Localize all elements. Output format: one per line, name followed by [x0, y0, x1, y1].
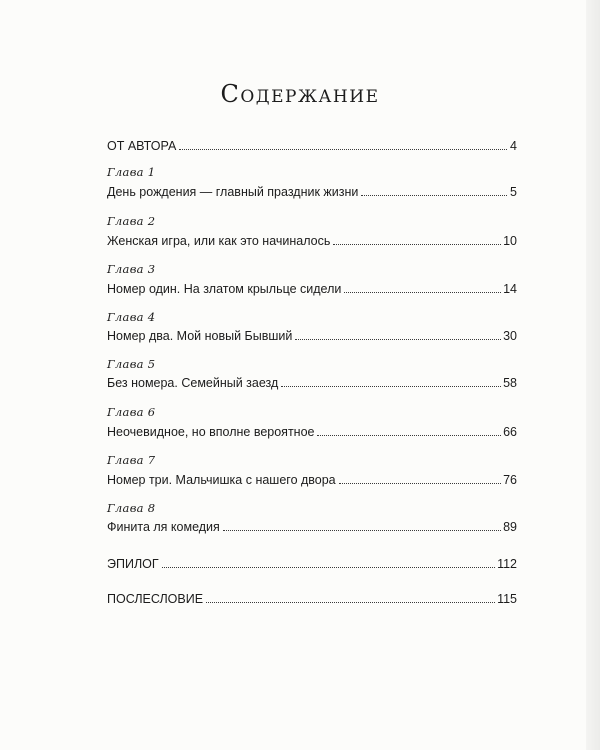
toc-entry-title: Неочевидное, но вполне вероятное	[107, 425, 315, 439]
chapter-label: Глава 7	[107, 453, 156, 467]
toc-entry-intro[interactable]	[107, 139, 517, 154]
dot-leader	[339, 483, 501, 484]
toc-entry-page: 4	[510, 139, 517, 153]
dot-leader	[344, 292, 501, 293]
page-title: Содержание	[220, 80, 380, 109]
toc-entry-chapter-1[interactable]	[107, 185, 517, 200]
toc-entry-page: 14	[503, 282, 517, 296]
chapter-label: Глава 1	[107, 165, 156, 179]
toc-entry-title: ПОСЛЕСЛОВИЕ	[107, 592, 204, 606]
toc-entry-title: Женская игра, или как это начиналось	[107, 234, 331, 248]
dot-leader	[333, 244, 501, 245]
dot-leader	[162, 567, 495, 568]
chapter-label: Глава 2	[107, 214, 156, 228]
toc-entry-title: Финита ля комедия	[107, 520, 220, 534]
toc-entry-chapter-6[interactable]	[107, 425, 517, 440]
toc-entry-title: ЭПИЛОГ	[107, 557, 159, 571]
toc-entry-title: Номер три. Мальчишка с нашего двора	[107, 473, 336, 487]
toc-entry-page: 5	[510, 185, 517, 199]
dot-leader	[317, 435, 501, 436]
toc-entry-chapter-7[interactable]	[107, 473, 517, 488]
dot-leader	[223, 530, 501, 531]
toc-entry-epilogue[interactable]	[107, 557, 517, 572]
toc-entry-chapter-3[interactable]	[107, 282, 517, 297]
toc-entry-page: 112	[497, 557, 517, 571]
toc-entry-page: 30	[503, 329, 517, 343]
toc-entry-page: 76	[503, 473, 517, 487]
dot-leader	[179, 149, 507, 150]
table-of-contents	[107, 0, 517, 750]
toc-entry-title: ОТ АВТОРА	[107, 139, 177, 153]
toc-entry-title: Номер один. На златом крыльце сидели	[107, 282, 342, 296]
toc-entry-page: 89	[503, 520, 517, 534]
toc-entry-title: Без номера. Семейный заезд	[107, 376, 279, 390]
toc-entry-chapter-5[interactable]	[107, 376, 517, 391]
toc-entry-title: Номер два. Мой новый Бывший	[107, 329, 293, 343]
dot-leader	[361, 195, 507, 196]
toc-entry-chapter-4[interactable]	[107, 329, 517, 344]
dot-leader	[206, 602, 495, 603]
chapter-label: Глава 5	[107, 357, 156, 371]
chapter-label: Глава 4	[107, 310, 156, 324]
chapter-label: Глава 6	[107, 405, 156, 419]
chapter-label: Глава 8	[107, 501, 156, 515]
page-edge-shadow	[586, 0, 600, 750]
chapter-label: Глава 3	[107, 262, 156, 276]
toc-entry-page: 115	[497, 592, 517, 606]
toc-entry-title: День рождения — главный праздник жизни	[107, 185, 359, 199]
dot-leader	[281, 386, 501, 387]
toc-entry-page: 10	[503, 234, 517, 248]
toc-entry-afterword[interactable]	[107, 592, 517, 607]
toc-entry-chapter-8[interactable]	[107, 520, 517, 535]
dot-leader	[295, 339, 501, 340]
toc-entry-page: 58	[503, 376, 517, 390]
toc-entry-page: 66	[503, 425, 517, 439]
toc-entry-chapter-2[interactable]	[107, 234, 517, 249]
